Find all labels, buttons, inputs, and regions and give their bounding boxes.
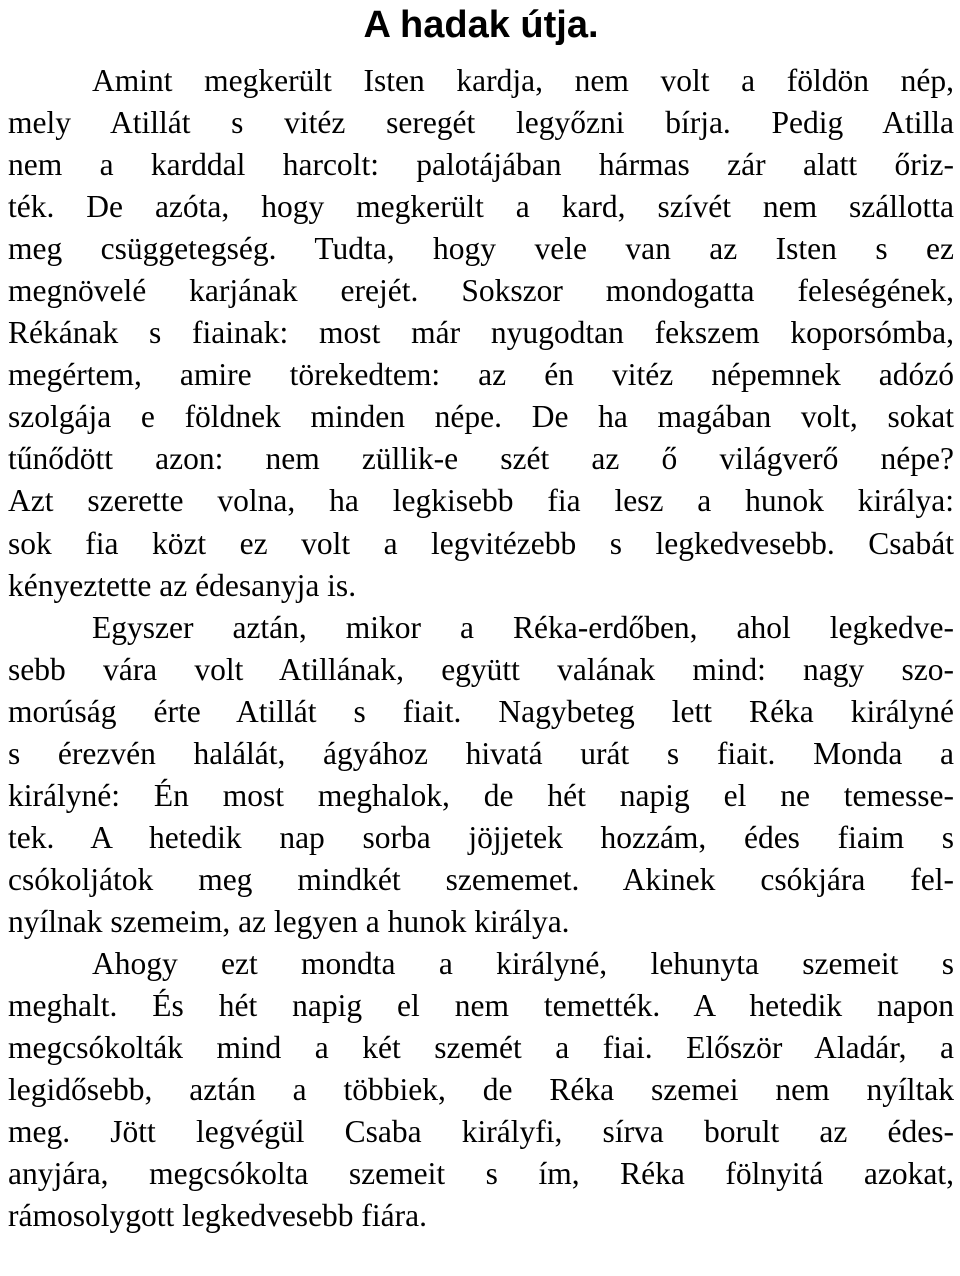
text-line: nyílnak szemeim, az legyen a hunok királya. [8,903,570,939]
text-line: Amint megkerült Isten kardja, nem volt a földön nép, [92,63,954,98]
text-line: ték. De azóta, hogy megkerült a kard, szívét nem szállotta [8,189,954,225]
text-line: Ahogy ezt mondta a királyné, lehunyta szemeit s [92,945,954,981]
body-text [8,60,954,1237]
text-line: sok fia közt ez volt a legvitézebb s legkedvesebb. Csabát [8,525,954,561]
text-line: s érezvén halálát, ágyához hivatá urát s fiait. Monda a [8,735,954,771]
paragraph [8,943,954,1237]
text-line: királyné: Én most meghalok, de hét napig el ne temesse- [8,777,954,813]
page-title: A hadak útja. [363,4,599,46]
text-line: csókoljátok meg mindkét szememet. Akinek csókjára fel- [8,861,954,897]
paragraph [8,60,954,607]
text-line: megértem, amire törekedtem: az én vitéz népemnek adózó [8,357,954,393]
text-line: legidősebb, aztán a többiek, de Réka szemei nem nyíltak [8,1072,954,1108]
text-line: sebb vára volt Atillának, együtt valának mind: nagy szo- [8,651,954,687]
document-page [8,0,954,1237]
text-line: nem a karddal harcolt: palotájában hármas zár alatt őriz- [8,147,954,183]
text-line: meghalt. És hét napig el nem temették. A hetedik napon [8,988,954,1024]
text-line: szolgája e földnek minden népe. De ha magában volt, sokat [8,399,954,435]
text-line: Rékának s fiainak: most már nyugodtan fekszem koporsómba, [8,315,954,351]
text-line: rámosolygott legkedvesebb fiára. [8,1198,427,1234]
text-line: kényeztette az édesanyja is. [8,567,357,603]
text-line: morúság érte Atillát s fiait. Nagybeteg lett Réka királyné [8,693,954,729]
text-line: meg csüggetegség. Tudta, hogy vele van az Isten s ez [8,231,954,267]
text-line: mely Atillát s vitéz seregét legyőzni bírja. Pedig Atilla [8,105,954,141]
text-line: meg. Jött legvégül Csaba királyfi, sírva borult az édes- [8,1114,954,1150]
text-line: tek. A hetedik nap sorba jöjjetek hozzám, édes fiaim s [8,819,954,855]
text-line: megcsókolták mind a két szemét a fiai. Először Aladár, a [8,1030,954,1066]
text-line: Azt szerette volna, ha legkisebb fia lesz a hunok királya: [8,483,954,519]
text-line: megnövelé karjának erejét. Sokszor mondogatta feleségének, [8,273,954,309]
text-line: tűnődött azon: nem züllik-e szét az ő világverő népe? [8,441,954,477]
paragraph [8,607,954,943]
text-line: Egyszer aztán, mikor a Réka-erdőben, ahol legkedve- [92,609,954,645]
text-line: anyjára, megcsókolta szemeit s ím, Réka fölnyitá azokat, [8,1156,954,1192]
